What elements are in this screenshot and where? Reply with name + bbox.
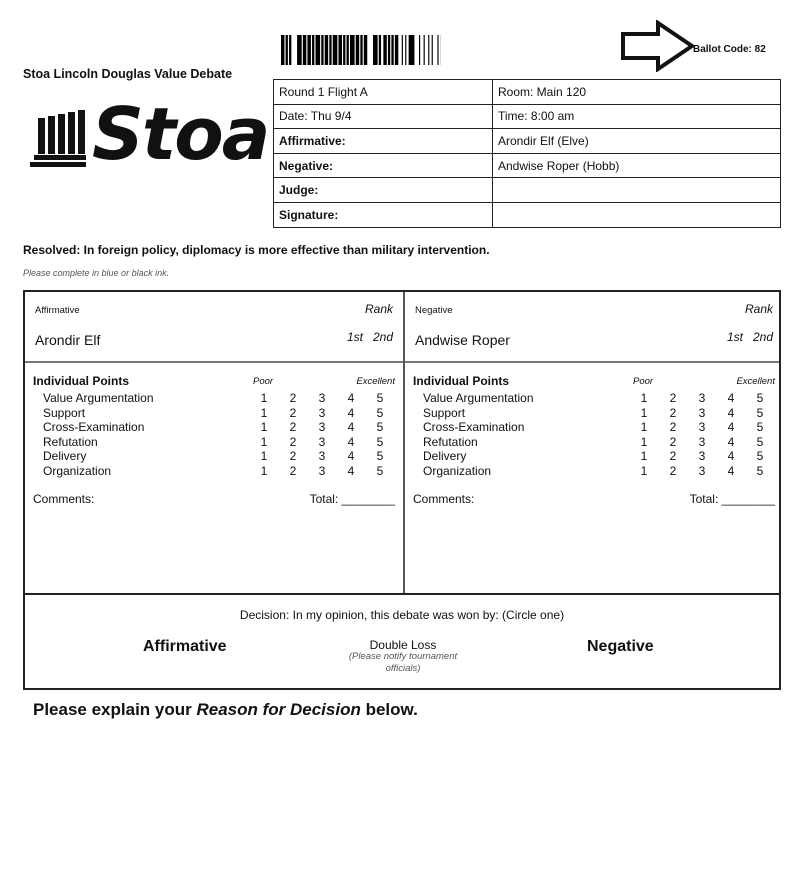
reason-for-decision-heading bbox=[33, 700, 418, 720]
barcode-bar bbox=[350, 35, 355, 65]
criterion-row bbox=[43, 391, 398, 406]
decision-question: Decision: In my opinion, this debate was won by: (Circle one) bbox=[239, 608, 565, 622]
score-option[interactable]: 2 bbox=[289, 391, 297, 405]
table-row bbox=[274, 178, 781, 203]
rank-option-1st[interactable]: 1st bbox=[726, 330, 743, 344]
decision-affirmative[interactable]: Affirmative bbox=[143, 638, 227, 655]
score-option[interactable]: 1 bbox=[640, 463, 648, 478]
score-option[interactable]: 4 bbox=[727, 391, 735, 405]
barcode-bar bbox=[316, 35, 321, 65]
signature-field[interactable] bbox=[493, 202, 781, 227]
score-option[interactable]: 5 bbox=[756, 463, 764, 478]
score-option[interactable]: 1 bbox=[640, 434, 648, 449]
score-option[interactable]: 5 bbox=[376, 449, 384, 464]
points-title: Individual Points bbox=[33, 374, 130, 388]
barcode-bar bbox=[405, 35, 406, 65]
barcode-bar bbox=[383, 35, 386, 65]
criterion-name: Value Argumentation bbox=[43, 391, 154, 405]
score-option[interactable]: 3 bbox=[318, 391, 326, 405]
rank-option-1st[interactable]: 1st bbox=[346, 330, 363, 344]
score-option[interactable]: 3 bbox=[318, 463, 326, 478]
resolution: Resolved: In foreign policy, diplomacy is more effective than military intervention. bbox=[23, 243, 490, 257]
event-title: Stoa Lincoln Douglas Value Debate bbox=[23, 67, 233, 81]
score-option[interactable]: 2 bbox=[289, 449, 297, 464]
judge-label: Judge: bbox=[274, 178, 493, 203]
score-option[interactable]: 3 bbox=[698, 420, 706, 435]
barcode-bar bbox=[356, 35, 359, 65]
barcode-bar bbox=[286, 35, 288, 65]
debater-name: Arondir Elf bbox=[35, 332, 101, 348]
criterion-row bbox=[43, 464, 398, 479]
score-option[interactable]: 3 bbox=[318, 434, 326, 449]
criterion-name: Refutation bbox=[423, 434, 478, 449]
poor-label: Poor bbox=[633, 376, 654, 387]
poor-label: Poor bbox=[253, 376, 274, 387]
rank-label: Rank bbox=[744, 302, 773, 316]
table-row bbox=[274, 202, 781, 227]
criterion-row bbox=[43, 406, 398, 421]
barcode-bar bbox=[402, 35, 403, 65]
score-option[interactable]: 5 bbox=[376, 405, 384, 420]
score-option[interactable]: 1 bbox=[260, 391, 268, 405]
criterion-row bbox=[423, 420, 778, 435]
columns-logo-icon bbox=[30, 104, 88, 168]
affirmative-value: Arondir Elf (Elve) bbox=[493, 129, 781, 154]
ballot-code: Ballot Code: 82 bbox=[693, 44, 766, 55]
logo-wordmark: Stoa bbox=[92, 92, 269, 176]
score-option[interactable]: 5 bbox=[756, 405, 764, 420]
right-arrow-icon bbox=[620, 20, 695, 72]
round-info-table bbox=[273, 79, 781, 228]
barcode-bar bbox=[329, 35, 331, 65]
excellent-label: Excellent bbox=[356, 376, 395, 387]
criteria-list bbox=[423, 391, 778, 479]
table-row bbox=[274, 104, 781, 129]
score-option[interactable]: 4 bbox=[347, 463, 355, 478]
rfd-prefix: Please explain your bbox=[33, 700, 197, 719]
score-option[interactable]: 4 bbox=[727, 463, 735, 478]
barcode-bar bbox=[312, 35, 314, 65]
rank-option-2nd[interactable]: 2nd bbox=[372, 330, 393, 344]
side-label: Affirmative bbox=[35, 305, 80, 316]
barcode-bar bbox=[364, 35, 367, 65]
criterion-name: Cross-Examination bbox=[423, 420, 525, 435]
barcode-bar bbox=[419, 35, 420, 65]
criterion-name: Delivery bbox=[423, 449, 467, 464]
table-row bbox=[274, 129, 781, 154]
criterion-name: Cross-Examination bbox=[43, 420, 145, 435]
score-option[interactable]: 5 bbox=[756, 449, 764, 464]
score-option[interactable]: 1 bbox=[260, 405, 268, 420]
points-title: Individual Points bbox=[413, 374, 510, 388]
excellent-label: Excellent bbox=[736, 376, 775, 387]
divider bbox=[25, 593, 779, 595]
score-option[interactable]: 5 bbox=[376, 391, 384, 405]
score-option[interactable]: 3 bbox=[318, 405, 326, 420]
barcode-bar bbox=[428, 35, 429, 65]
barcode-bar bbox=[432, 35, 433, 65]
score-option[interactable]: 2 bbox=[289, 405, 297, 420]
score-option[interactable]: 4 bbox=[727, 420, 735, 435]
negative-panel bbox=[405, 292, 783, 593]
score-option[interactable]: 2 bbox=[669, 420, 677, 435]
criterion-name: Support bbox=[43, 405, 86, 420]
score-option[interactable]: 4 bbox=[727, 449, 735, 464]
score-option[interactable]: 1 bbox=[640, 420, 648, 435]
score-option[interactable]: 3 bbox=[698, 434, 706, 449]
barcode-bar bbox=[343, 35, 345, 65]
criterion-row bbox=[423, 435, 778, 450]
rank-label: Rank bbox=[364, 302, 393, 316]
score-option[interactable]: 5 bbox=[756, 434, 764, 449]
score-option[interactable]: 2 bbox=[669, 463, 677, 478]
comments-label: Comments: bbox=[413, 492, 475, 506]
score-option[interactable]: 2 bbox=[669, 449, 677, 464]
score-option[interactable]: 2 bbox=[669, 391, 677, 405]
barcode-bar bbox=[391, 35, 393, 65]
score-option[interactable]: 4 bbox=[727, 405, 735, 420]
side-label: Negative bbox=[415, 305, 453, 316]
barcode-bar bbox=[307, 35, 310, 65]
score-option[interactable]: 5 bbox=[756, 391, 764, 405]
debater-name: Andwise Roper bbox=[415, 332, 510, 348]
barcode-bar bbox=[325, 35, 328, 65]
decision-negative[interactable]: Negative bbox=[587, 638, 654, 655]
score-option[interactable]: 1 bbox=[640, 405, 648, 420]
score-option[interactable]: 1 bbox=[260, 449, 268, 464]
score-option[interactable]: 5 bbox=[376, 463, 384, 478]
score-option[interactable]: 4 bbox=[347, 449, 355, 464]
criteria-list bbox=[43, 391, 398, 479]
barcode-bar bbox=[297, 35, 302, 65]
criterion-name: Organization bbox=[43, 463, 112, 478]
score-option[interactable]: 2 bbox=[669, 434, 677, 449]
score-option[interactable]: 4 bbox=[347, 405, 355, 420]
judge-field[interactable] bbox=[493, 178, 781, 203]
affirmative-panel bbox=[25, 292, 403, 593]
rank-option-2nd[interactable]: 2nd bbox=[752, 330, 773, 344]
score-option[interactable]: 4 bbox=[347, 391, 355, 405]
barcode-bar bbox=[395, 35, 398, 65]
rfd-emphasis: Reason for Decision bbox=[196, 700, 361, 719]
barcode-icon bbox=[281, 35, 441, 65]
table-row bbox=[274, 153, 781, 178]
score-option[interactable]: 1 bbox=[640, 391, 648, 405]
score-option[interactable]: 5 bbox=[376, 434, 384, 449]
barcode-bar bbox=[437, 35, 438, 65]
comments-label: Comments: bbox=[33, 492, 95, 506]
score-option[interactable]: 2 bbox=[289, 463, 297, 478]
score-option[interactable]: 1 bbox=[260, 463, 268, 478]
criterion-name: Organization bbox=[423, 463, 492, 478]
ballot-box bbox=[23, 290, 781, 690]
total-field[interactable]: Total: ________ bbox=[309, 492, 395, 506]
barcode-bar bbox=[409, 35, 415, 65]
time-cell: Time: 8:00 am bbox=[493, 104, 781, 129]
negative-value: Andwise Roper (Hobb) bbox=[493, 153, 781, 178]
affirmative-label: Affirmative: bbox=[274, 129, 493, 154]
decision-double-loss[interactable]: Double Loss bbox=[369, 638, 437, 652]
negative-label: Negative: bbox=[274, 153, 493, 178]
score-option[interactable]: 1 bbox=[260, 434, 268, 449]
criterion-row bbox=[43, 449, 398, 464]
criterion-name: Delivery bbox=[43, 449, 87, 464]
ink-note: Please complete in blue or black ink. bbox=[23, 268, 170, 278]
criterion-row bbox=[423, 464, 778, 479]
rfd-suffix: below. bbox=[360, 700, 418, 719]
barcode-bar bbox=[347, 35, 349, 65]
score-option[interactable]: 3 bbox=[318, 449, 326, 464]
barcode-bar bbox=[424, 35, 425, 65]
criterion-name: Value Argumentation bbox=[423, 391, 534, 405]
double-loss-note: (Please notify tournament officials) bbox=[348, 651, 458, 674]
criterion-row bbox=[423, 449, 778, 464]
barcode-bar bbox=[281, 35, 284, 65]
barcode-bar bbox=[289, 35, 291, 65]
barcode-bar bbox=[303, 35, 306, 65]
criterion-name: Support bbox=[423, 405, 466, 420]
criterion-row bbox=[423, 391, 778, 406]
score-option[interactable]: 4 bbox=[347, 420, 355, 435]
score-option[interactable]: 3 bbox=[698, 391, 706, 405]
score-option[interactable]: 4 bbox=[727, 434, 735, 449]
barcode-bar bbox=[321, 35, 323, 65]
barcode-bar bbox=[373, 35, 378, 65]
barcode-bar bbox=[379, 35, 381, 65]
score-option[interactable]: 3 bbox=[698, 405, 706, 420]
score-option[interactable]: 4 bbox=[347, 434, 355, 449]
score-option[interactable]: 3 bbox=[318, 420, 326, 435]
barcode-bar bbox=[339, 35, 342, 65]
barcode-bar bbox=[360, 35, 362, 65]
criterion-name: Refutation bbox=[43, 434, 98, 449]
score-option[interactable]: 1 bbox=[640, 449, 648, 464]
score-option[interactable]: 3 bbox=[698, 449, 706, 464]
room-cell: Room: Main 120 bbox=[493, 80, 781, 105]
round-cell: Round 1 Flight A bbox=[274, 80, 493, 105]
score-option[interactable]: 3 bbox=[698, 463, 706, 478]
total-field[interactable]: Total: ________ bbox=[689, 492, 775, 506]
score-option[interactable]: 5 bbox=[756, 420, 764, 435]
barcode-bar bbox=[388, 35, 390, 65]
criterion-row bbox=[43, 420, 398, 435]
score-option[interactable]: 5 bbox=[376, 420, 384, 435]
criterion-row bbox=[43, 435, 398, 450]
signature-label: Signature: bbox=[274, 202, 493, 227]
barcode-bar bbox=[333, 35, 338, 65]
score-option[interactable]: 2 bbox=[289, 434, 297, 449]
score-option[interactable]: 1 bbox=[260, 420, 268, 435]
criterion-row bbox=[423, 406, 778, 421]
date-cell: Date: Thu 9/4 bbox=[274, 104, 493, 129]
score-option[interactable]: 2 bbox=[289, 420, 297, 435]
stoa-logo bbox=[30, 92, 269, 176]
table-row bbox=[274, 80, 781, 105]
score-option[interactable]: 2 bbox=[669, 405, 677, 420]
